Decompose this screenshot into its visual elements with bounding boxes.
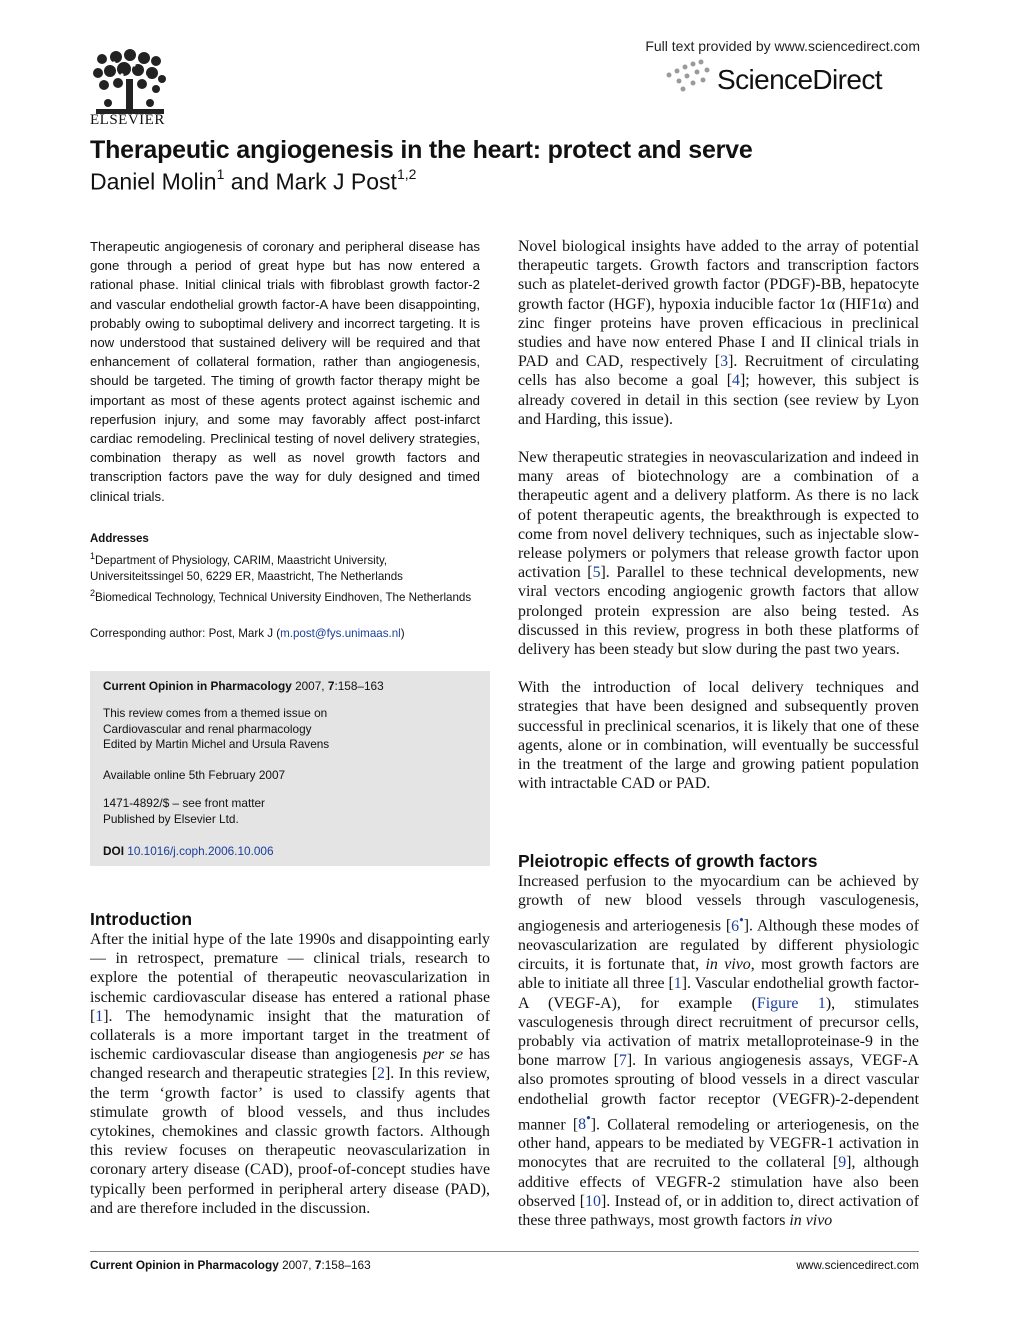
reference-link[interactable]: 2 bbox=[377, 1065, 385, 1083]
reference-link[interactable]: 1 bbox=[95, 1007, 104, 1025]
doi-line: DOI 10.1016/j.coph.2006.10.006 bbox=[103, 844, 274, 858]
email-link[interactable]: m.post@fys.unimaas.nl bbox=[280, 627, 401, 640]
footer-citation: Current Opinion in Pharmacology 2007, 7:158–163 bbox=[90, 1258, 371, 1272]
section-heading-pleiotropic: Pleiotropic effects of growth factors bbox=[518, 851, 818, 871]
right-column-text bbox=[518, 237, 919, 812]
reference-link[interactable]: 8• bbox=[578, 1110, 591, 1134]
reference-link[interactable]: 9 bbox=[838, 1154, 847, 1172]
reference-link[interactable]: 1 bbox=[673, 975, 682, 993]
reference-link[interactable]: 7 bbox=[618, 1052, 627, 1070]
section-heading-introduction: Introduction bbox=[90, 909, 193, 929]
theme-line: Cardiovascular and renal pharmacology bbox=[103, 722, 312, 736]
reference-link[interactable]: 5 bbox=[592, 564, 601, 582]
pleiotropic-text: Increased perfusion to the myocardium can be achieved by growth of new blood vessels through vasculogenesis, angiogenesis and arteriogenesis [6•]. Although these modes of neovascularization are regulated by different physiologic circuits, it is fortunate that, in vivo, most growth factors are able to initiate all three [1]. Vascular endothelial growth factor-A (VEGF-A), for example (Figure 1), stimulates vasculogenesis through direct recruitment of precursor cells, probably via activation of matrix metalloproteinase-9 in the bone marrow [7]. In various angiogenesis assays, VEGF-A also promotes sprouting of blood vessels in a direct vascular endothelial growth factor receptor (VEGFR)-2-dependent manner [8•]. Collateral remodeling or arteriogenesis, on the other hand, appears to be mediated by VEGFR-1 activation in monocytes that are recruited to the collateral [9], although additive effects of VEGFR-2 stimulation have also been observed [10]. Instead of, or in addition to, direct activation of these three pathways, most growth factors in vivo bbox=[518, 873, 920, 1230]
address-item: $^2$Biomedical Technology, Technical University Eindhoven, The Netherlands bbox=[90, 587, 472, 604]
editors-line: Edited by Martin Michel and Ursula Ravens bbox=[103, 737, 330, 751]
author-name: Daniel Molin bbox=[90, 168, 217, 195]
reference-link[interactable]: 3 bbox=[720, 353, 729, 371]
published-line: Published by Elsevier Ltd. bbox=[103, 812, 239, 826]
address-item: $^1$Department of Physiology, CARIM, Maastricht University, Universiteitssingel 50, 6229 ER, Maastricht, The Netherlands bbox=[90, 551, 403, 583]
addresses-list bbox=[90, 548, 480, 606]
author-separator: and bbox=[230, 168, 270, 195]
reference-link[interactable]: 10 bbox=[585, 1192, 601, 1210]
doi-link[interactable]: 10.1016/j.coph.2006.10.006 bbox=[127, 844, 274, 858]
author-name: Mark J Post bbox=[275, 168, 397, 195]
journal-citation: Current Opinion in Pharmacology 2007, 7:158–163 bbox=[103, 679, 384, 693]
publisher-name: ELSEVIER bbox=[90, 112, 165, 128]
sciencedirect-brand[interactable]: ScienceDirect bbox=[717, 64, 882, 95]
footer-site-link[interactable]: www.sciencedirect.com bbox=[796, 1258, 919, 1272]
affiliation-mark: 1 bbox=[216, 166, 225, 182]
abstract-text: Therapeutic angiogenesis of coronary and peripheral disease has gone through a period of great hype but has now entered a rational phase. Initial clinical trials with fibroblast growth factor-2 and vascular endothelial growth factor-A have been disappointing, probably owing to suboptimal delivery and incorrect targeting. It is now understood that sustained delivery will be required and that enhancement of collateral formation, rather than angiogenesis, should be targeted. The timing of growth factor therapy might be important as most of these agents protect against ischemic and reperfusion injury, and some may favorably affect post-infarct cardiac remodeling. Preclinical testing of novel delivery strategies, combination therapy as well as novel growth factors and transcription factors pave the way for duly designed and timed clinical trials. bbox=[90, 239, 480, 504]
author-line bbox=[90, 168, 416, 196]
introduction-text: After the initial hype of the late 1990s and disappointing early — in retrospect, premature — clinical trials, research to explore the potential of therapeutic neovascularization in ischemic cardiovascular disease has entered a rational phase [1]. The hemodynamic insight that the maturation of collaterals is a more important target in the treatment of ischemic cardiovascular disease than angiogenesis per se has changed research and therapeutic strategies [2]. In this review, the term ‘growth factor’ is used to classify agents that stimulate growth of blood vessels, and thus includes cytokines, chemokines and classic growth factors. Although this review focuses on therapeutic neovascularization in coronary artery disease (CAD), proof-of-concept studies have typically been performed in peripheral artery disease (PAD), and are therefore included in the discussion. bbox=[90, 931, 490, 1217]
paragraph: Novel biological insights have added to the array of potential therapeutic targets. Growth factors and transcription factors such as platelet-derived growth factor (PDGF)-BB, hepatocyte growth factor (HGF), hypoxia inducible factor 1α (HIF1α) and zinc finger proteins have proven efficacious in preclinical studies and have now entered Phase I and II clinical trials in PAD and CAD, respectively [3]. Recruitment of circulating cells has also become a goal [4]; however, this subject is already covered in detail in this section (see review by Lyon and Harding, this issue). bbox=[518, 238, 919, 428]
corresponding-author: Corresponding author: Post, Mark J (m.post@fys.unimaas.nl) bbox=[90, 627, 405, 640]
affiliation-mark: 1,2 bbox=[396, 166, 417, 182]
addresses-heading: Addresses bbox=[90, 533, 149, 545]
footer-divider bbox=[90, 1251, 919, 1252]
reference-link[interactable]: 6• bbox=[731, 912, 744, 935]
theme-line: This review comes from a themed issue on bbox=[103, 706, 328, 720]
figure-link[interactable]: Figure 1 bbox=[756, 994, 826, 1012]
paragraph: With the introduction of local delivery techniques and strategies that have been designed and subsequently proven successful in preclinical scenarios, it is likely that one of these agents, alone or in combination, will eventually be successful in the treatment of the large and growing patient population with intractable CAD or PAD. bbox=[518, 679, 919, 793]
reference-link[interactable]: 4 bbox=[732, 372, 740, 390]
available-date: Available online 5th February 2007 bbox=[103, 768, 286, 782]
paragraph: New therapeutic strategies in neovascularization and indeed in many areas of biotechnology are a combination of a therapeutic agent and a delivery platform. As there is no lack of potent therapeutic agents, the breakthrough is expected to come from novel delivery techniques, such as injectable slow-release polymers or polymers that release growth factor upon activation [5]. Parallel to these technical developments, new viral vectors encoding angiogenic growth factors that allow prolonged protein expression are also being tested. As discussed in this review, progress in both these platforms of delivery has been steady but slow during the past two years. bbox=[518, 449, 920, 659]
article-info-box bbox=[90, 671, 490, 866]
article-title: Therapeutic angiogenesis in the heart: protect and serve bbox=[90, 136, 753, 164]
issn-line: 1471-4892/$ – see front matter bbox=[103, 796, 265, 810]
provided-by-text[interactable]: Full text provided by www.sciencedirect.com bbox=[645, 38, 920, 54]
